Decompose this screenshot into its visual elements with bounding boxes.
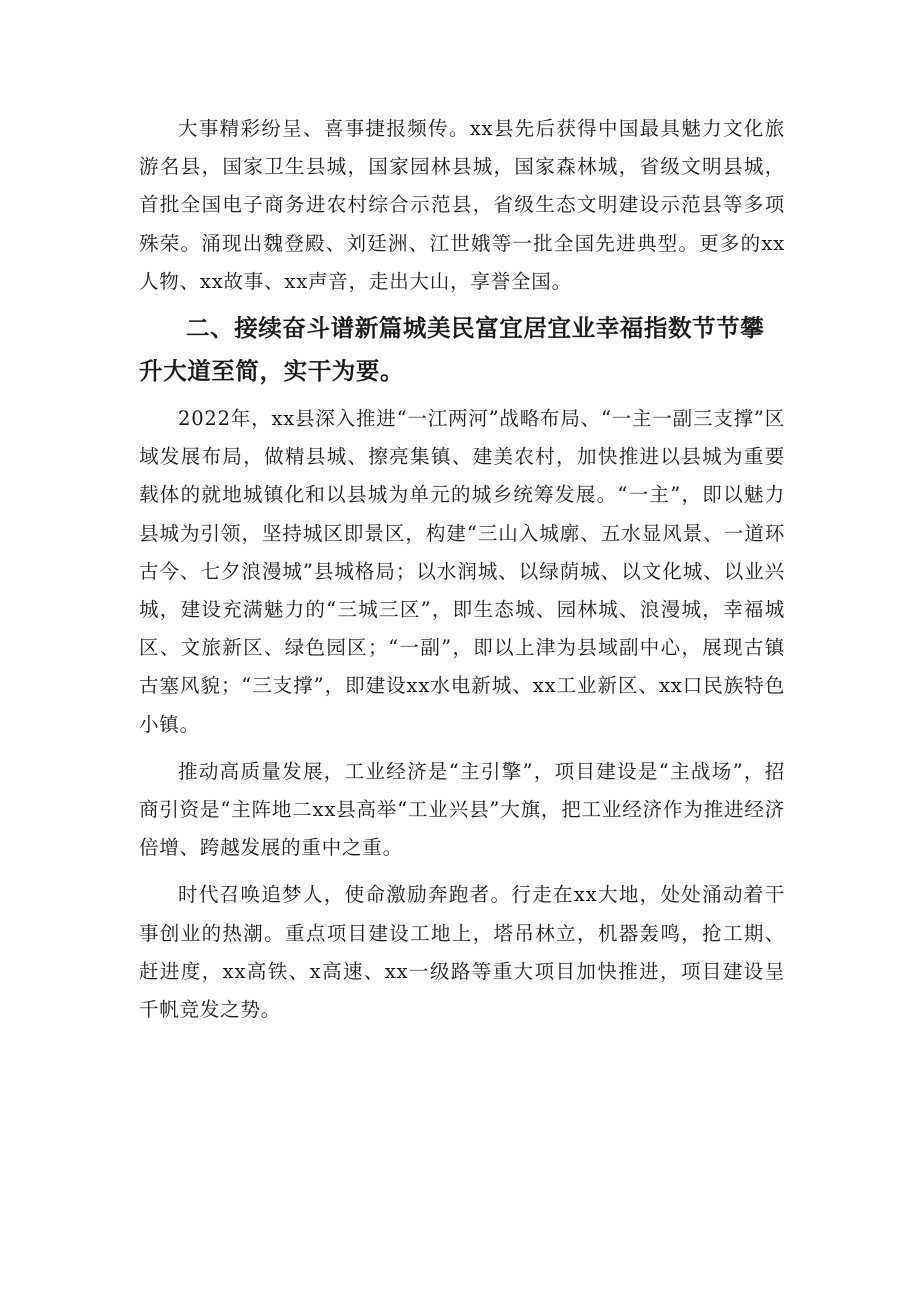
paragraph-honors: 大事精彩纷呈、喜事捷报频传。xx县先后获得中国最具魅力文化旅游名县，国家卫生县城，国家园林县城，国家森林城，省级文明县城，首批全国电子商务进农村综合示范县，省级生态文明建设示范县等多项殊荣。涌现出魏登殿、刘廷洲、江世娥等一批全国先进典型。更多的xx人物、xx故事、xx声音，走出大山，享誉全国。 (139, 117, 785, 293)
paragraph-layout: 2022年，xx县深入推进“一江两河”战略布局、“一主一副三支撑”区域发展布局，做精县城、擦亮集镇、建美农村，加快推进以县城为重要载体的就地城镇化和以县城为单元的城乡统筹发展。“一主”，即以魅力县城为引领，坚持城区即景区，构建“三山入城廓、五水显风景、一道环古今、七夕浪漫城”县城格局；以水润城、以绿荫城、以文化城、以业兴城，建设充满魅力的“三城三区”，即生态城、园林城、浪漫城，幸福城区、文旅新区、绿色园区；“一副”，即以上津为县域副中心，展现古镇古塞风貌；“三支撑”，即建设xx水电新城、xx工业新区、xx口民族特色小镇。 (139, 407, 785, 736)
document-page (139, 110, 785, 1029)
paragraph-projects: 时代召唤追梦人，使命激励奔跑者。行走在xx大地，处处涌动着干事创业的热潮。重点项目建设工地上，塔吊林立，机器轰鸣，抢工期、赶进度，xx高铁、x高速、xx一级路等重大项目加快推进，项目建设呈千帆竞发之势。 (139, 883, 785, 1022)
paragraph-industry: 推动高质量发展，工业经济是“主引擎”，项目建设是“主战场”，招商引资是“主阵地二xx县高举“工业兴县”大旗，把工业经济作为推进经济倍增、跨越发展的重中之重。 (139, 759, 785, 860)
section-heading-2: 二、接续奋斗谱新篇城美民富宜居宜业幸福指数节节攀升大道至简，实干为要。 (139, 314, 765, 386)
